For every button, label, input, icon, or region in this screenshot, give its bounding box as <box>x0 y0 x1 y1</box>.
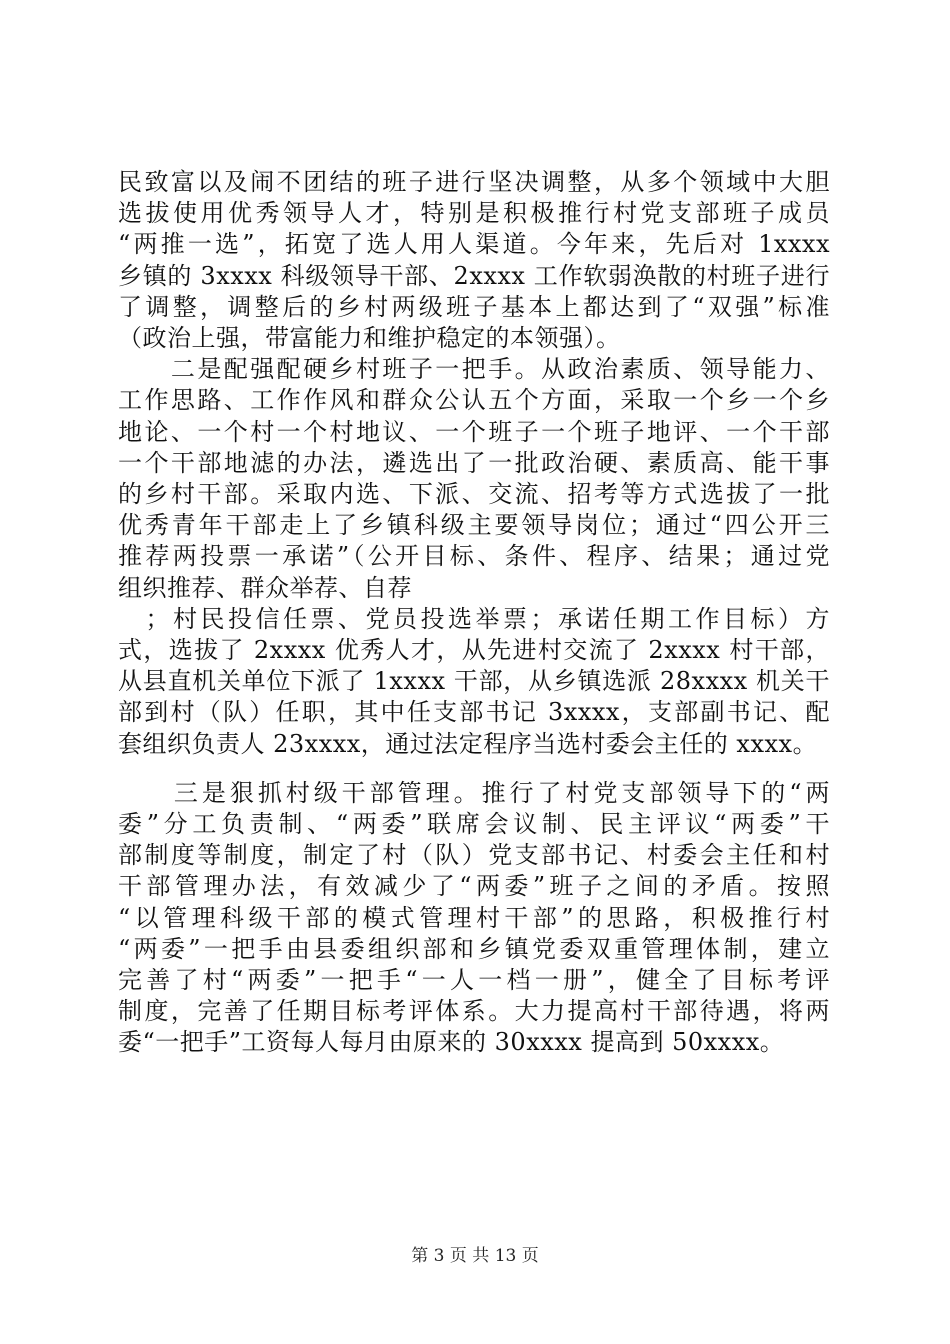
text-line: 式，选拔了 2xxxx 优秀人才，从先进村交流了 2xxxx 村干部， <box>118 636 830 664</box>
text-line: 一个干部地滤的办法，遴选出了一批政治硬、素质高、能干事 <box>118 448 830 477</box>
text-line: 组织推荐、群众举荐、自荐 <box>118 573 412 602</box>
text-line: 委”分工负责制、“两委”联席会议制、民主评议“两委”干 <box>118 810 830 838</box>
text-line: （政治上强，带富能力和维护稳定的本领强）。 <box>118 324 621 352</box>
text-line: 民致富以及闹不团结的班子进行坚决调整，从多个领域中大胆 <box>118 168 830 196</box>
text-line: “以管理科级干部的模式管理村干部”的思路，积极推行村 <box>118 903 830 932</box>
text-line: 的乡村干部。采取内选、下派、交流、招考等方式选拔了一批 <box>118 480 830 508</box>
text-line: 从县直机关单位下派了 1xxxx 干部，从乡镇选派 28xxxx 机关干 <box>118 667 830 696</box>
text-line: 优秀青年干部走上了乡镇科级主要领导岗位；通过“四公开三 <box>118 511 830 540</box>
text-line: 套组织负责人 23xxxx，通过法定程序当选村委会主任的 xxxx。 <box>118 729 818 758</box>
text-line: 部制度等制度，制定了村（队）党支部书记、村委会主任和村 <box>118 841 830 870</box>
page-number-footer: 第 3 页 共 13 页 <box>411 1246 539 1266</box>
text-line: 三是狠抓村级干部管理。推行了村党支部领导下的“两 <box>118 778 830 807</box>
text-line: 完善了村“两委”一把手“一人一档一册”，健全了目标考评 <box>118 966 830 994</box>
text-line: 干部管理办法，有效减少了“两委”班子之间的矛盾。按照 <box>118 872 830 901</box>
text-line: 部到村（队）任职，其中任支部书记 3xxxx，支部副书记、配 <box>118 698 830 727</box>
text-line: 二是配强配硬乡村班子一把手。从政治素质、领导能力、 <box>118 355 830 384</box>
text-line: 推荐两投票一承诺”（公开目标、条件、程序、结果；通过党 <box>118 542 830 571</box>
text-line: 地论、一个村一个村地议、一个班子一个班子地评、一个干部 <box>118 417 830 446</box>
text-line: 了调整，调整后的乡村两级班子基本上都达到了“双强”标准 <box>118 292 830 321</box>
text-line: 制度，完善了任期目标考评体系。大力提高村干部待遇，将两 <box>118 997 830 1026</box>
text-line: “两委”一把手由县委组织部和乡镇党委双重管理体制，建立 <box>118 934 830 963</box>
text-line: 工作思路、工作作风和群众公认五个方面，采取一个乡一个乡 <box>118 386 830 415</box>
text-line: 选拔使用优秀领导人才，特别是积极推行村党支部班子成员 <box>118 199 830 228</box>
text-line: 委“一把手”工资每人每月由原来的 30xxxx 提高到 50xxxx。 <box>118 1028 785 1057</box>
text-line: “两推一选”，拓宽了选人用人渠道。今年来，先后对 1xxxx <box>118 230 830 259</box>
text-line: 乡镇的 3xxxx 科级领导干部、2xxxx 工作软弱涣散的村班子进行 <box>118 261 830 290</box>
text-line: ；村民投信任票、党员投选举票；承诺任期工作目标）方 <box>118 604 830 633</box>
